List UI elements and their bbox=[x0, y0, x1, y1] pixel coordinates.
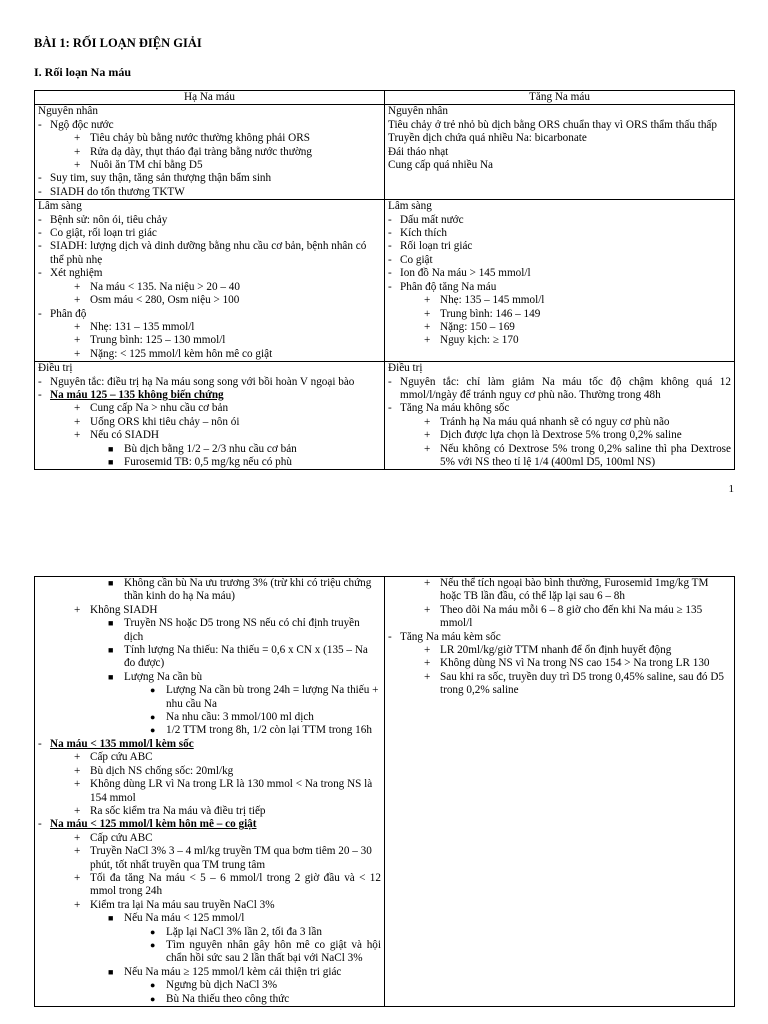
bullet-marker: + bbox=[74, 871, 81, 884]
list-item bbox=[38, 376, 381, 389]
list-item-text: Dấu mất nước bbox=[400, 213, 464, 226]
cell-left bbox=[35, 362, 385, 470]
table-row bbox=[35, 362, 735, 470]
bullet-marker: - bbox=[388, 227, 392, 240]
document-title: BÀI 1: RỐI LOẠN ĐIỆN GIẢI bbox=[34, 36, 202, 50]
table-row bbox=[35, 200, 735, 362]
list-item-text: Phân độ tăng Na máu bbox=[400, 280, 497, 293]
list-item-text: Na máu 125 – 135 không biến chứng bbox=[50, 388, 224, 401]
list-item bbox=[38, 684, 381, 711]
list-item bbox=[388, 294, 731, 307]
list-item-text: Co giật bbox=[400, 253, 433, 266]
bullet-marker: ● bbox=[150, 712, 156, 723]
list-item bbox=[38, 294, 381, 307]
list-item-text: Tìm nguyên nhân gây hôn mê co giật và hội chẩn hồi sức sau 2 lần thất bại với NaCl 3% bbox=[166, 938, 381, 965]
list-item-text: Na máu < 135. Na niệu > 20 – 40 bbox=[90, 280, 240, 293]
bullet-marker: - bbox=[388, 402, 392, 415]
list-item bbox=[388, 321, 731, 334]
list-item-text: Không SIADH bbox=[90, 603, 158, 616]
list-item-text: Lâm sàng bbox=[38, 200, 82, 213]
bullet-marker: - bbox=[38, 307, 42, 320]
page-2 bbox=[0, 560, 768, 1024]
list-item bbox=[38, 912, 381, 925]
bullet-marker: + bbox=[424, 415, 431, 428]
list-item bbox=[388, 240, 731, 253]
list-item bbox=[38, 644, 381, 671]
list-item-text: Kiểm tra lại Na máu sau truyền NaCl 3% bbox=[90, 898, 275, 911]
bullet-marker: + bbox=[424, 670, 431, 683]
bullet-marker: + bbox=[424, 603, 431, 616]
list-item bbox=[388, 429, 731, 442]
list-item-text: Điều trị bbox=[38, 362, 73, 375]
list-item bbox=[388, 416, 731, 429]
bullet-marker: + bbox=[74, 145, 81, 158]
list-item bbox=[38, 348, 381, 361]
list-item-text: Ngộ độc nước bbox=[50, 118, 114, 131]
list-item-text: Tránh hạ Na máu quá nhanh sẽ có nguy cơ phù não bbox=[440, 415, 670, 428]
list-item bbox=[38, 711, 381, 724]
bullet-marker: - bbox=[38, 375, 42, 388]
list-item bbox=[388, 334, 731, 347]
list-item-text: Lặp lại NaCl 3% lần 2, tối đa 3 lần bbox=[166, 925, 322, 938]
list-item-text: Nếu không có Dextrose 5% trong 0,2% saline thì pha Dextrose 5% với NS theo tỉ lệ 1/4 (400ml D5, 100ml NS) bbox=[440, 442, 731, 468]
bullet-marker: + bbox=[424, 577, 431, 589]
list-item-text: SIADH do tổn thương TKTW bbox=[50, 185, 185, 198]
cell-right bbox=[385, 362, 735, 470]
bullet-marker: - bbox=[38, 172, 42, 185]
list-item bbox=[38, 926, 381, 939]
list-item-text: Rối loạn tri giác bbox=[400, 240, 473, 253]
list-item bbox=[38, 267, 381, 280]
list-item-text: Nặng: < 125 mmol/l kèm hôn mê co giật bbox=[90, 347, 273, 360]
list-item bbox=[388, 227, 731, 240]
list-item bbox=[38, 146, 381, 159]
cell-right bbox=[385, 105, 735, 200]
bullet-marker: ■ bbox=[108, 456, 114, 467]
list-item-text: Điều trị bbox=[388, 362, 423, 375]
bullet-marker: ● bbox=[150, 993, 156, 1004]
bullet-marker: + bbox=[74, 831, 81, 844]
list-item-text: Ra sốc kiểm tra Na máu và điều trị tiếp bbox=[90, 804, 266, 817]
list-item bbox=[38, 402, 381, 415]
list-item-text: Nhẹ: 135 – 145 mmol/l bbox=[440, 294, 545, 307]
list-item-text: Nuôi ăn TM chỉ bằng D5 bbox=[90, 159, 203, 172]
list-item-text: Tiêu chảy bù bằng nước thường không phải ORS bbox=[90, 132, 310, 145]
list-item bbox=[38, 321, 381, 334]
page-number: 1 bbox=[728, 483, 734, 495]
list-item-text: Nguy kịch: ≥ 170 bbox=[440, 334, 519, 347]
bullet-marker: - bbox=[38, 118, 42, 131]
list-item bbox=[38, 119, 381, 132]
list-item bbox=[38, 240, 381, 267]
list-item-text: Trung bình: 146 – 149 bbox=[440, 307, 541, 320]
list-item bbox=[388, 308, 731, 321]
list-item bbox=[38, 939, 381, 966]
list-item bbox=[38, 443, 381, 456]
list-item-text: Dịch được lựa chọn là Dextrose 5% trong 0,2% saline bbox=[440, 429, 682, 442]
list-item bbox=[38, 979, 381, 992]
header-hyponatremia: Hạ Na máu bbox=[35, 91, 385, 105]
list-item-text: Osm máu < 280, Osm niệu > 100 bbox=[90, 294, 240, 307]
list-item-text: Kích thích bbox=[400, 227, 447, 240]
bullet-marker: + bbox=[74, 778, 81, 791]
cell-left bbox=[35, 200, 385, 362]
list-item bbox=[38, 105, 381, 118]
bullet-marker: + bbox=[74, 603, 81, 616]
cell-right bbox=[385, 577, 735, 1007]
bullet-marker: - bbox=[38, 227, 42, 240]
bullet-marker: ● bbox=[150, 685, 156, 696]
table-row bbox=[35, 577, 735, 1007]
bullet-marker: ● bbox=[150, 725, 156, 736]
list-item-text: Tối đa tăng Na máu < 5 – 6 mmol/l trong 2 giờ đầu và < 12 mmol trong 24h bbox=[90, 871, 381, 898]
bullet-marker: + bbox=[74, 159, 81, 172]
bullet-marker: - bbox=[38, 185, 42, 198]
list-item bbox=[38, 872, 381, 899]
list-item bbox=[38, 738, 381, 751]
list-item bbox=[38, 456, 381, 469]
list-item bbox=[388, 376, 731, 403]
list-item bbox=[38, 334, 381, 347]
list-item-text: Ion đồ Na máu > 145 mmol/l bbox=[400, 267, 531, 280]
bullet-marker: + bbox=[74, 347, 81, 360]
list-item bbox=[388, 644, 731, 657]
bullet-marker: ■ bbox=[108, 645, 114, 656]
bullet-marker: - bbox=[38, 818, 42, 831]
sodium-disorders-table bbox=[34, 90, 735, 470]
list-item bbox=[38, 845, 381, 872]
list-item bbox=[38, 389, 381, 402]
list-item-text: Trung bình: 125 – 130 mmol/l bbox=[90, 334, 226, 347]
list-item-text: Không dùng NS vì Na trong NS cao 154 > Na trong LR 130 bbox=[440, 657, 710, 670]
bullet-marker: + bbox=[74, 402, 81, 415]
list-item bbox=[388, 146, 731, 159]
list-item bbox=[38, 778, 381, 805]
list-item-text: Bù dịch NS chống sốc: 20ml/kg bbox=[90, 764, 234, 777]
bullet-marker: - bbox=[388, 240, 392, 253]
list-item bbox=[38, 132, 381, 145]
bullet-marker: - bbox=[388, 267, 392, 280]
list-item-text: Truyền NaCl 3% 3 – 4 ml/kg truyền TM qua bơm tiêm 20 – 30 phút, tốt nhất truyền qua TM trung tâm bbox=[90, 845, 372, 871]
bullet-marker: + bbox=[74, 845, 81, 858]
list-item bbox=[388, 657, 731, 670]
bullet-marker: + bbox=[74, 320, 81, 333]
list-item bbox=[388, 604, 731, 631]
list-item-text: Cấp cứu ABC bbox=[90, 751, 153, 764]
list-item bbox=[388, 159, 731, 172]
list-item-text: Na máu < 135 mmol/l kèm sốc bbox=[50, 737, 194, 750]
list-item-text: Nặng: 150 – 169 bbox=[440, 320, 515, 333]
list-item bbox=[38, 751, 381, 764]
list-item bbox=[388, 200, 731, 213]
list-item bbox=[38, 308, 381, 321]
list-item bbox=[388, 119, 731, 132]
bullet-marker: ■ bbox=[108, 443, 114, 454]
list-item bbox=[38, 362, 381, 375]
bullet-marker: - bbox=[38, 388, 42, 401]
list-item-text: Không dùng LR vì Na trong LR là 130 mmol < Na trong NS là 154 mmol bbox=[90, 778, 373, 804]
bullet-marker: + bbox=[74, 132, 81, 145]
list-item-text: Furosemid TB: 0,5 mg/kg nếu có phù bbox=[124, 455, 292, 468]
list-item-text: Lượng Na cần bù trong 24h = lượng Na thiếu + nhu cầu Na bbox=[166, 684, 379, 710]
list-item bbox=[38, 429, 381, 442]
bullet-marker: + bbox=[74, 415, 81, 428]
list-item-text: LR 20ml/kg/giờ TTM nhanh để ổn định huyết động bbox=[440, 644, 672, 657]
list-item bbox=[38, 832, 381, 845]
list-item bbox=[388, 105, 731, 118]
bullet-marker: - bbox=[38, 213, 42, 226]
cell-right bbox=[385, 200, 735, 362]
list-item-text: Tiêu chảy ở trẻ nhỏ bù dịch bằng ORS chuẩn thay vì ORS thẩm thấu thấp bbox=[388, 118, 717, 131]
list-item-text: Bù dịch bằng 1/2 – 2/3 nhu cầu cơ bản bbox=[124, 442, 297, 455]
list-item bbox=[38, 818, 381, 831]
bullet-marker: + bbox=[74, 429, 81, 442]
bullet-marker: - bbox=[38, 240, 42, 253]
list-item-text: Nếu Na máu ≥ 125 mmol/l kèm cải thiện tri giác bbox=[124, 965, 342, 978]
bullet-marker: ● bbox=[150, 939, 156, 950]
bullet-marker: + bbox=[74, 294, 81, 307]
bullet-marker: + bbox=[424, 307, 431, 320]
list-item-text: Tăng Na máu không sốc bbox=[400, 402, 510, 415]
list-item-text: Nguyên tắc: chỉ làm giảm Na máu tốc độ chậm không quá 12 mmol/l/ngày để tránh nguy cơ phù não. Thường trong 48h bbox=[400, 375, 731, 401]
list-item bbox=[388, 214, 731, 227]
list-item-text: Lượng Na cần bù bbox=[124, 670, 203, 683]
bullet-marker: ● bbox=[150, 926, 156, 937]
list-item-text: SIADH: lượng dịch và dinh dưỡng bằng nhu cầu cơ bản, bệnh nhân có thể phù nhẹ bbox=[50, 240, 367, 266]
list-item bbox=[388, 254, 731, 267]
list-item-text: Theo dõi Na máu mỗi 6 – 8 giờ cho đến khi Na máu ≥ 135 mmol/l bbox=[440, 603, 703, 630]
list-item bbox=[388, 402, 731, 415]
bullet-marker: ■ bbox=[108, 966, 114, 977]
bullet-marker: ■ bbox=[108, 618, 114, 629]
list-item bbox=[38, 671, 381, 684]
list-item bbox=[388, 631, 731, 644]
bullet-marker: + bbox=[424, 644, 431, 657]
list-item-text: Co giật, rối loạn tri giác bbox=[50, 227, 157, 240]
list-item-text: Bệnh sử: nôn ói, tiêu chảy bbox=[50, 213, 168, 226]
bullet-marker: + bbox=[74, 751, 81, 764]
list-item bbox=[38, 214, 381, 227]
list-item-text: Sau khi ra sốc, truyền duy trì D5 trong 0,45% saline, sau đó D5 trong 0,2% saline bbox=[440, 670, 724, 697]
bullet-marker: - bbox=[388, 213, 392, 226]
list-item bbox=[388, 671, 731, 698]
list-item-text: Lâm sàng bbox=[388, 200, 432, 213]
list-item bbox=[38, 724, 381, 737]
bullet-marker: + bbox=[424, 320, 431, 333]
bullet-marker: + bbox=[424, 442, 431, 455]
bullet-marker: - bbox=[388, 375, 392, 388]
bullet-marker: ● bbox=[150, 980, 156, 991]
list-item bbox=[388, 362, 731, 375]
list-item-text: Na nhu cầu: 3 mmol/100 ml dịch bbox=[166, 711, 314, 724]
bullet-marker: - bbox=[388, 630, 392, 643]
list-item-text: Na máu < 125 mmol/l kèm hôn mê – co giật bbox=[50, 818, 257, 831]
list-item bbox=[388, 281, 731, 294]
bullet-marker: + bbox=[424, 334, 431, 347]
list-item bbox=[38, 577, 381, 604]
bullet-marker: + bbox=[74, 764, 81, 777]
list-item-text: Nếu có SIADH bbox=[90, 429, 159, 442]
list-item bbox=[38, 416, 381, 429]
list-item bbox=[38, 604, 381, 617]
list-item-text: Nếu Na máu < 125 mmol/l bbox=[124, 912, 245, 925]
list-item-text: Bù Na thiếu theo công thức bbox=[166, 992, 290, 1005]
list-item-text: Suy tim, suy thận, tăng sản thượng thận bẩm sinh bbox=[50, 172, 272, 185]
list-item-text: Xét nghiệm bbox=[50, 267, 103, 280]
list-item-text: Nguyên tắc: điều trị hạ Na máu song song với bồi hoàn V ngoại bào bbox=[50, 375, 355, 388]
list-item bbox=[38, 159, 381, 172]
bullet-marker: ■ bbox=[108, 913, 114, 924]
bullet-marker: + bbox=[74, 898, 81, 911]
list-item-text: Nếu thể tích ngoại bào bình thường, Furosemid 1mg/kg TM hoặc TB lần đầu, có thể lặp lại sau 6 – 8h bbox=[440, 577, 709, 603]
section-heading: I. Rối loạn Na máu bbox=[34, 65, 132, 79]
table-header-row bbox=[35, 91, 735, 105]
list-item-text: Rửa dạ dày, thụt tháo đại tràng bằng nước thường bbox=[90, 145, 312, 158]
list-item-text: Cung cấp quá nhiều Na bbox=[388, 159, 494, 172]
list-item-text: Không cần bù Na ưu trương 3% (trừ khi có triệu chứng thần kinh do hạ Na máu) bbox=[124, 577, 372, 603]
bullet-marker: - bbox=[38, 267, 42, 280]
list-item bbox=[388, 577, 731, 604]
list-item-text: Phân độ bbox=[50, 307, 87, 320]
list-item-text: Nguyên nhân bbox=[388, 105, 448, 118]
bullet-marker: + bbox=[74, 280, 81, 293]
list-item-text: Cung cấp Na > nhu cầu cơ bản bbox=[90, 402, 229, 415]
list-item bbox=[38, 993, 381, 1006]
list-item-text: Nhẹ: 131 – 135 mmol/l bbox=[90, 320, 195, 333]
list-item-text: Nguyên nhân bbox=[38, 105, 98, 118]
list-item bbox=[38, 172, 381, 185]
bullet-marker: ■ bbox=[108, 578, 114, 588]
bullet-marker: + bbox=[424, 294, 431, 307]
cell-left bbox=[35, 105, 385, 200]
bullet-marker: + bbox=[74, 804, 81, 817]
list-item-text: Tăng Na máu kèm sốc bbox=[400, 630, 501, 643]
list-item bbox=[38, 200, 381, 213]
list-item-text: Truyền dịch chứa quá nhiều Na: bicarbonate bbox=[388, 132, 587, 145]
table-row bbox=[35, 105, 735, 200]
list-item-text: Truyền NS hoặc D5 trong NS nếu có chỉ định truyền dịch bbox=[124, 617, 360, 643]
list-item-text: 1/2 TTM trong 8h, 1/2 còn lại TTM trong 16h bbox=[166, 724, 372, 737]
list-item-text: Cấp cứu ABC bbox=[90, 831, 153, 844]
list-item bbox=[38, 966, 381, 979]
bullet-marker: ■ bbox=[108, 671, 114, 682]
list-item bbox=[388, 267, 731, 280]
cell-left bbox=[35, 577, 385, 1007]
bullet-marker: - bbox=[388, 280, 392, 293]
list-item-text: Uống ORS khi tiêu chảy – nôn ói bbox=[90, 415, 240, 428]
list-item-text: Ngưng bù dịch NaCl 3% bbox=[166, 979, 278, 992]
list-item bbox=[38, 765, 381, 778]
list-item-text: Tính lượng Na thiếu: Na thiếu = 0,6 x CN x (135 – Na đo được) bbox=[124, 644, 368, 670]
bullet-marker: - bbox=[388, 253, 392, 266]
list-item bbox=[38, 227, 381, 240]
list-item bbox=[38, 805, 381, 818]
list-item-text: Đái tháo nhạt bbox=[388, 145, 449, 158]
bullet-marker: + bbox=[424, 657, 431, 670]
list-item bbox=[388, 443, 731, 470]
list-item bbox=[38, 899, 381, 912]
bullet-marker: + bbox=[424, 429, 431, 442]
sodium-disorders-table-continued bbox=[34, 576, 735, 1007]
bullet-marker: - bbox=[38, 737, 42, 750]
list-item bbox=[38, 617, 381, 644]
list-item bbox=[38, 281, 381, 294]
bullet-marker: + bbox=[74, 334, 81, 347]
header-hypernatremia: Tăng Na máu bbox=[385, 91, 735, 105]
list-item bbox=[388, 132, 731, 145]
list-item bbox=[38, 186, 381, 199]
